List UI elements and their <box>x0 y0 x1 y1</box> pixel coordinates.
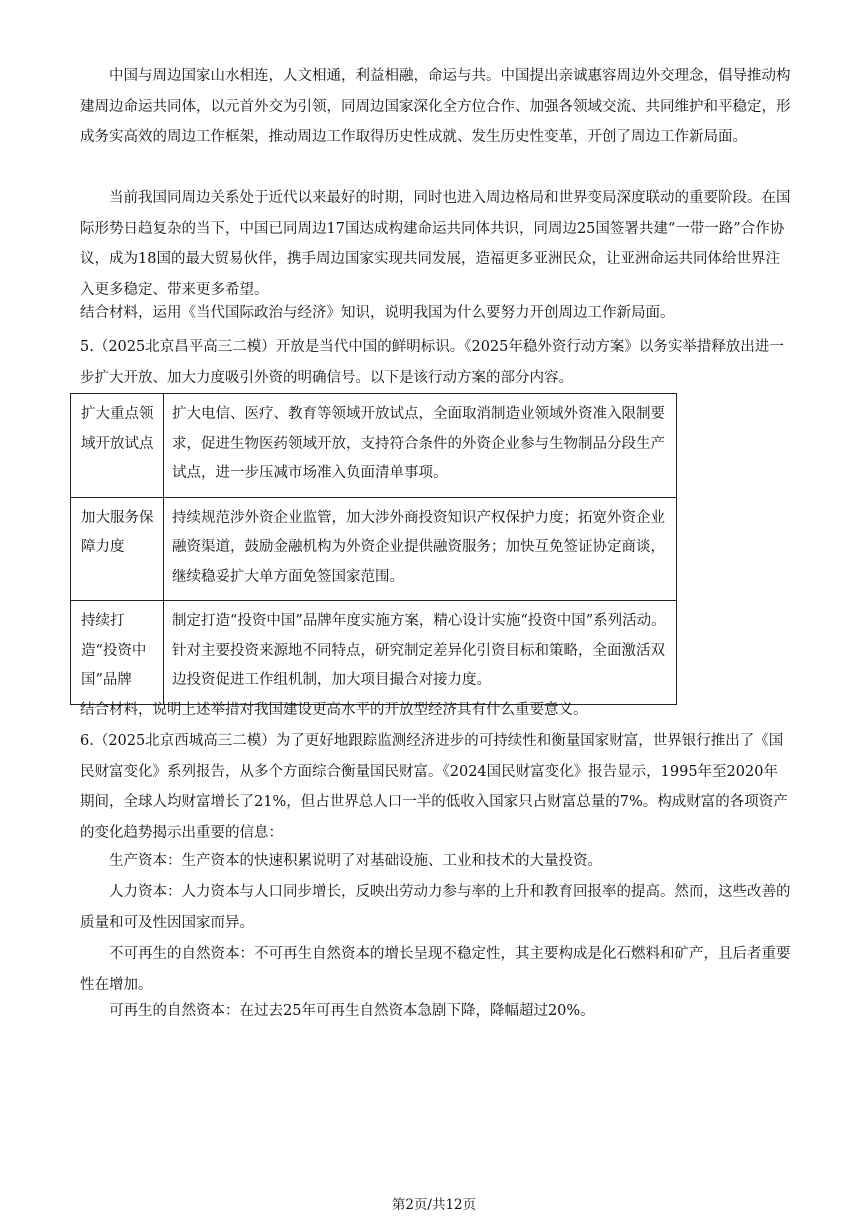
question-5-stem: 5.（2025北京昌平高三二模）开放是当代中国的鲜明标识。《2025年稳外资行动方案》以务实举措释放出进一步扩大开放、加大力度吸引外资的明确信号。以下是该行动方案的部分内容。 <box>80 339 784 386</box>
table-row-key: 持续打造“投资中国”品牌 <box>71 601 164 705</box>
table-row-value: 扩大电信、医疗、教育等领域开放试点，全面取消制造业领域外资准入限制要求，促进生物医药领域开放，支持符合条件的外资企业参与生物制品分段生产试点，进一步压减市场准入负面清单事项。 <box>164 394 677 498</box>
measures-table <box>70 393 677 705</box>
question-4-prompt: 结合材料，运用《当代国际政治与经济》知识，说明我国为什么要努力开创周边工作新局面。 <box>80 305 675 321</box>
table-row-value: 制定打造“投资中国”品牌年度实施方案，精心设计实施“投资中国”系列活动。针对主要投资来源地不同特点，研究制定差异化引资目标和策略，全面激活双边投资促进工作组机制，加大项目撮合对接力度。 <box>164 601 677 705</box>
q6-item-renewable-capital: 可再生的自然资本：在过去25年可再生自然资本急剧下降，降幅超过20%。 <box>109 1003 595 1019</box>
table-row-value: 持续规范涉外资企业监管，加大涉外商投资知识产权保护力度；拓宽外资企业融资渠道，鼓励金融机构为外资企业提供融资服务；加快互免签证协定商谈，继续稳妥扩大单方面免签国家范围。 <box>164 497 677 601</box>
question-6-stem: 6.（2025北京西城高三二模）为了更好地跟踪监测经济进步的可持续性和衡量国家财富，世界银行推出了《国民财富变化》系列报告，从多个方面综合衡量国民财富。《2024国民财富变化》报告显示，1995年至2020年期间，全球人均财富增长了21%，但占世界总人口一半的低收入国家只占财富总量的7%。构成财富的各项资产的变化趋势揭示出重要的信息： <box>80 733 788 841</box>
table-row-key: 扩大重点领域开放试点 <box>71 394 164 498</box>
q6-item-nonrenewable-capital: 不可再生的自然资本：不可再生自然资本的增长呈现不稳定性，其主要构成是化石燃料和矿产，且后者重要性在增加。 <box>80 946 791 993</box>
material-paragraph-2: 当前我国同周边关系处于近代以来最好的时期，同时也进入周边格局和世界变局深度联动的重要阶段。在国际形势日趋复杂的当下，中国已同周边17国达成构建命运共同体共识，同周边25国签署共建“一带一路”合作协议，成为18国的最大贸易伙伴，携手周边国家实现共同发展，造福更多亚洲民众，让亚洲命运共同体给世界注入更多稳定、带来更多希望。 <box>80 190 791 298</box>
table-row <box>71 601 677 705</box>
table-row <box>71 497 677 601</box>
material-paragraph-1: 中国与周边国家山水相连，人文相通，利益相融，命运与共。中国提出亲诚惠容周边外交理念，倡导推动构建周边命运共同体，以元首外交为引领，同周边国家深化全方位合作、加强各领域交流、共同维护和平稳定，形成务实高效的周边工作框架，推动周边工作取得历史性成就、发生历史性变革，开创了周边工作新局面。 <box>80 68 791 145</box>
q6-item-human-capital: 人力资本：人力资本与人口同步增长，反映出劳动力参与率的上升和教育回报率的提高。然而，这些改善的质量和可及性因国家而异。 <box>80 884 791 931</box>
table-row <box>71 394 677 498</box>
question-5-prompt: 结合材料，说明上述举措对我国建设更高水平的开放型经济具有什么重要意义。 <box>80 702 588 718</box>
page-number: 第2页/共12页 <box>391 1197 477 1213</box>
q6-item-production-capital: 生产资本：生产资本的快速积累说明了对基础设施、工业和技术的大量投资。 <box>109 853 602 869</box>
table-row-key: 加大服务保障力度 <box>71 497 164 601</box>
